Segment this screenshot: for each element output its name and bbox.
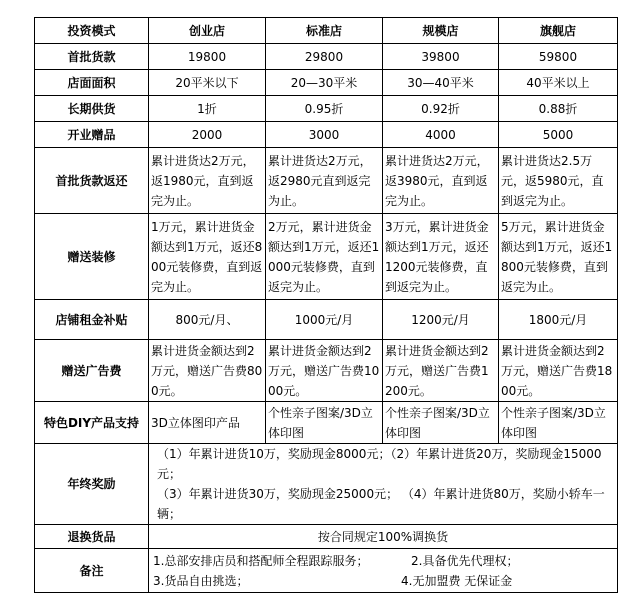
table-row [35,214,618,300]
table-cell: 5万元，累计进货金额达到1万元，返还1800元装修费，直到返完为止。 [499,214,618,300]
table-row [35,549,618,593]
notes-cell [149,549,618,593]
table-cell: 累计进货达2万元，返3980元，直到返完为止。 [383,148,499,214]
table-cell: 累计进货金额达到2万元，赠送广告费800元。 [149,340,266,402]
note-item: 2.具备优先代理权； [411,553,519,568]
table-cell: 30—40平米 [383,70,499,96]
note-item: 3.货品自由挑选； [153,573,249,588]
table-row [35,402,618,444]
row-label-supply: 长期供货 [35,96,149,122]
table-cell: 40平米以上 [499,70,618,96]
table-cell: 19800 [149,44,266,70]
row-label-exchange: 退换货品 [35,525,149,549]
table-cell: 累计进货达2.5万元，返5980元，直到返完为止。 [499,148,618,214]
investment-table [34,17,618,593]
table-cell: 1800元/月 [499,300,618,340]
table-cell: 1000元/月 [266,300,383,340]
row-label-rent-subsidy: 店铺租金补贴 [35,300,149,340]
table-row [35,525,618,549]
table-cell: 0.92折 [383,96,499,122]
table-cell: 累计进货达2万元，返2980元直到返完为止。 [266,148,383,214]
table-row [35,122,618,148]
table-cell: 累计进货达2万元，返1980元，直到返完为止。 [149,148,266,214]
table-cell: 个性亲子图案/3D立体印图 [383,402,499,444]
table-cell: 累计进货金额达到2万元，赠送广告费1800元。 [499,340,618,402]
table-cell: 0.88折 [499,96,618,122]
notes-line [153,571,615,591]
header-standard-store: 标准店 [266,18,383,44]
table-cell: 累计进货金额达到2万元，赠送广告费1000元。 [266,340,383,402]
table-cell: 5000 [499,122,618,148]
table-cell: 2000 [149,122,266,148]
table-cell: 3万元，累计进货金额达到1万元，返还1200元装修费，直到返完为止。 [383,214,499,300]
header-investment-mode: 投资模式 [35,18,149,44]
note-item: 4.无加盟费 无保证金 [401,573,513,588]
table-cell: 个性亲子图案/3D立体印图 [499,402,618,444]
row-label-year-end-bonus: 年终奖励 [35,444,149,525]
notes-line [153,551,615,571]
table-cell: 29800 [266,44,383,70]
table-cell: 1折 [149,96,266,122]
table-row [35,340,618,402]
header-flagship-store: 旗舰店 [499,18,618,44]
table-cell: 20—30平米 [266,70,383,96]
table-row [35,444,618,525]
row-label-area: 店面面积 [35,70,149,96]
note-item: 1.总部安排店员和搭配师全程跟踪服务； [153,553,369,568]
table-cell: 2万元，累计进货金额达到1万元，返还1000元装修费，直到返完为止。 [266,214,383,300]
table-row [35,148,618,214]
table-cell: 4000 [383,122,499,148]
table-row [35,44,618,70]
table-row [35,96,618,122]
row-label-diy: 特色DIY产品支持 [35,402,149,444]
row-label-ads: 赠送广告费 [35,340,149,402]
table-row [35,70,618,96]
year-end-bonus-line: （3）年累计进货30万，奖励现金25000元； （4）年累计进货80万，奖励小轿车一辆； [157,487,605,521]
exchange-cell: 按合同规定100%调换货 [149,525,618,549]
row-label-opening-gift: 开业赠品 [35,122,149,148]
table-cell: 3000 [266,122,383,148]
table-cell: 1万元，累计进货金额达到1万元，返还800元装修费，直到返完为止。 [149,214,266,300]
table-cell: 3D立体图印产品 [149,402,266,444]
row-label-first-payment: 首批货款 [35,44,149,70]
year-end-bonus-cell [149,444,618,525]
header-startup-store: 创业店 [149,18,266,44]
year-end-bonus-line: （1）年累计进货10万，奖励现金8000元；（2）年累计进货20万，奖励现金15000元； [157,447,602,481]
table-cell: 39800 [383,44,499,70]
header-scale-store: 规模店 [383,18,499,44]
row-label-refund: 首批货款返还 [35,148,149,214]
header-row [35,18,618,44]
table-cell: 1200元/月 [383,300,499,340]
table-cell: 800元/月、 [149,300,266,340]
row-label-notes: 备注 [35,549,149,593]
table-cell: 20平米以下 [149,70,266,96]
table-cell: 个性亲子图案/3D立体印图 [266,402,383,444]
row-label-decoration: 赠送装修 [35,214,149,300]
table-cell: 59800 [499,44,618,70]
table-cell: 累计进货金额达到2万元，赠送广告费1200元。 [383,340,499,402]
table-cell: 0.95折 [266,96,383,122]
table-row [35,300,618,340]
